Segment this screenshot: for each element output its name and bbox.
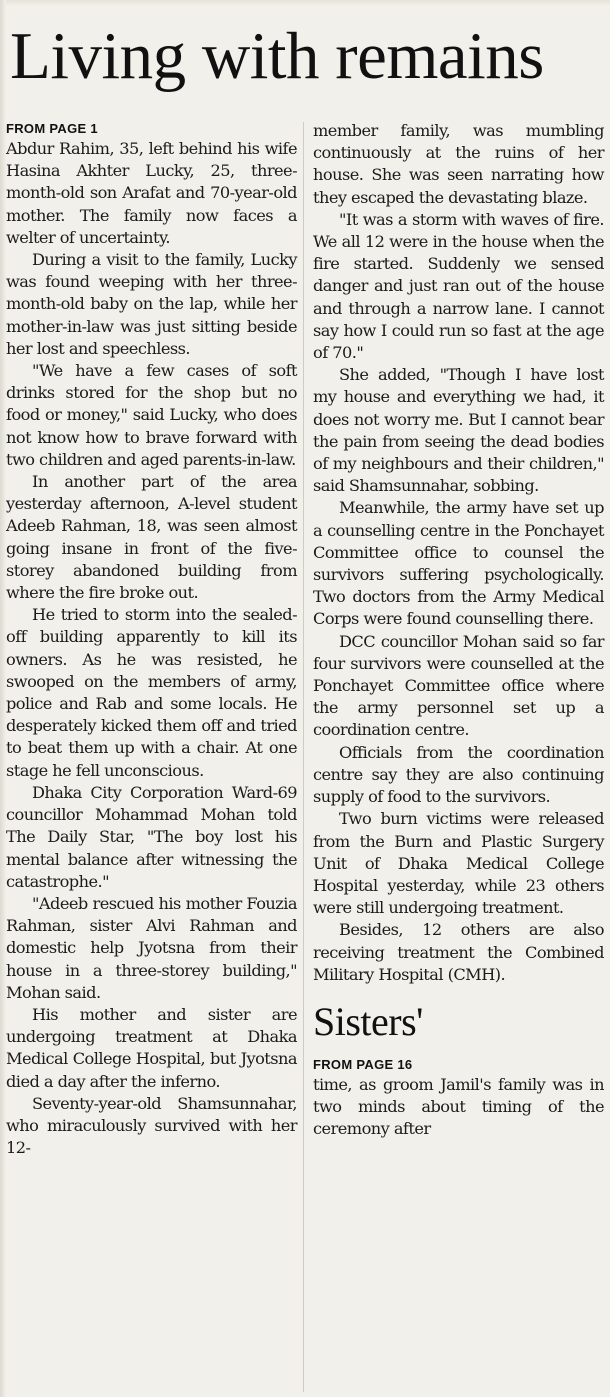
page-edge-shadow-top	[0, 0, 610, 6]
article-paragraph: He tried to storm into the sealed-off building apparently to kill its owners. As he was resisted, he swooped on the members of army, police and Rab and some locals. He desperately kicked them off and tried to beat them up with a chair. At one stage he fell unconscious.	[6, 605, 297, 780]
article-paragraph: "We have a few cases of soft drinks stored for the shop but no food or money," said Lucky, who does not know how to brave forward with two children and aged parents-in-law.	[6, 361, 297, 469]
article-paragraph: She added, "Though I have lost my house and everything we had, it does not worry me. But I cannot bear the pain from seeing the dead bodies of my neighbours and their children," said Shamsunnahar, sobbing.	[313, 365, 604, 496]
article-paragraph: His mother and sister are undergoing treatment at Dhaka Medical College Hospital, but Jyotsna died a day after the inferno.	[6, 1004, 297, 1091]
kicker-from-page-16: FROM PAGE 16	[313, 1056, 413, 1072]
second-story-paragraph: time, as groom Jamil's family was in two minds about timing of the ceremony after	[313, 1074, 604, 1139]
article-paragraph: "It was a storm with waves of fire. We all 12 were in the house when the fire started. Suddenly we sensed danger and just ran out of the house and through a narrow lane. I cannot say how I could run so fast at the age of 70."	[313, 209, 604, 363]
article-paragraph: Besides, 12 others are also receiving treatment the Combined Military Hospital (CMH).	[313, 920, 604, 984]
article-paragraph-continued: member family, was mumbling continuously at the ruins of her house. She was seen narrating how they escaped the devastating blaze.	[313, 121, 604, 207]
article-paragraph: "Adeeb rescued his mother Fouzia Rahman, sister Alvi Rahman and domestic help Jyotsna from their house in a three-storey building," Mohan said.	[6, 893, 297, 1002]
article-paragraph: During a visit to the family, Lucky was found weeping with her three-month-old baby on the lap, while her mother-in-law was just sitting beside her lost and speechless.	[6, 250, 297, 358]
article-paragraph: Two burn victims were released from the Burn and Plastic Surgery Unit of Dhaka Medical College Hospital yesterday, while 23 others were still undergoing treatment.	[313, 809, 604, 918]
left-column	[6, 120, 297, 1159]
article-paragraph: Meanwhile, the army have set up a counselling centre in the Ponchayet Committee office to counsel the survivors suffering psychologically. Two doctors from the Army Medical Corps were found counselling there.	[313, 498, 604, 629]
article-paragraph: Abdur Rahim, 35, left behind his wife Hasina Akhter Lucky, 25, three-month-old son Arafat and 70-year-old mother. The family now faces a welter of uncertainty.	[6, 139, 297, 247]
article-paragraph: In another part of the area yesterday afternoon, A-level student Adeeb Rahman, 18, was seen almost going insane in front of the five-storey abandoned building from where the fire broke out.	[6, 472, 297, 603]
headline: Living with remains	[10, 19, 544, 93]
article-paragraph: Seventy-year-old Shamsunnahar, who miraculously survived with her 12-	[6, 1093, 297, 1158]
column-gutter	[303, 122, 304, 1392]
second-story-headline: Sisters'	[313, 998, 423, 1044]
kicker-from-page-1: FROM PAGE 1	[6, 121, 98, 136]
article-paragraph: Dhaka City Corporation Ward-69 councillor Mohammad Mohan told The Daily Star, "The boy lost his mental balance after witnessing the catastrophe."	[6, 782, 297, 891]
article-paragraph: Officials from the coordination centre say they are also continuing supply of food to the survivors.	[313, 742, 604, 807]
article-paragraph: DCC councillor Mohan said so far four survivors were counselled at the Ponchayet Committee office where the army personnel set up a coordination centre.	[313, 631, 604, 740]
right-column	[313, 120, 604, 1141]
